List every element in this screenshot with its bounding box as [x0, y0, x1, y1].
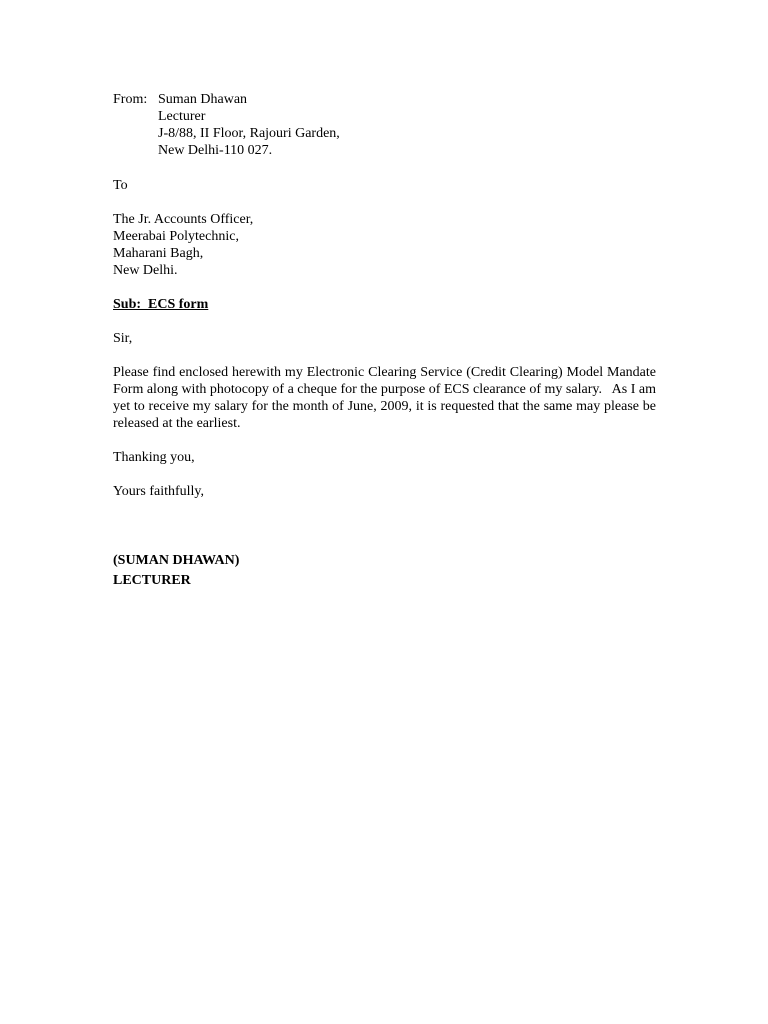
recipient-line: New Delhi. [113, 263, 178, 278]
sender-city-line: New Delhi-110 027. [158, 143, 273, 158]
recipient-line: Maharani Bagh, [113, 246, 204, 261]
signature-name: (SUMAN DHAWAN) [113, 553, 240, 568]
thanks-line: Thanking you, [113, 450, 195, 465]
signature-block [113, 551, 656, 591]
recipient-line: Meerabai Polytechnic, [113, 229, 239, 244]
closing-line: Yours faithfully, [113, 484, 205, 499]
to-label: To [113, 178, 128, 193]
from-label: From: [113, 92, 148, 107]
sender-address-line: J-8/88, II Floor, Rajouri Garden, [158, 126, 340, 141]
letter-page [113, 91, 660, 591]
signature-title: LECTURER [113, 573, 191, 588]
subject-line: Sub: ECS form [113, 297, 209, 312]
sender-block [113, 91, 656, 159]
recipient-block [113, 211, 656, 279]
sender-name: Suman Dhawan [158, 92, 248, 107]
recipient-line: The Jr. Accounts Officer, [113, 212, 254, 227]
salutation: Sir, [113, 331, 133, 346]
sender-designation: Lecturer [158, 109, 206, 124]
letter-body: Please find enclosed herewith my Electronic Clearing Service (Credit Clearing) Model Mandate Form along with photocopy of a cheque for the purpose of ECS clearance of my salary. As I am yet to receive my salary for the month of June, 2009, it is requested that the same may please be released at the earliest. [113, 365, 660, 431]
sender-address [158, 91, 656, 159]
